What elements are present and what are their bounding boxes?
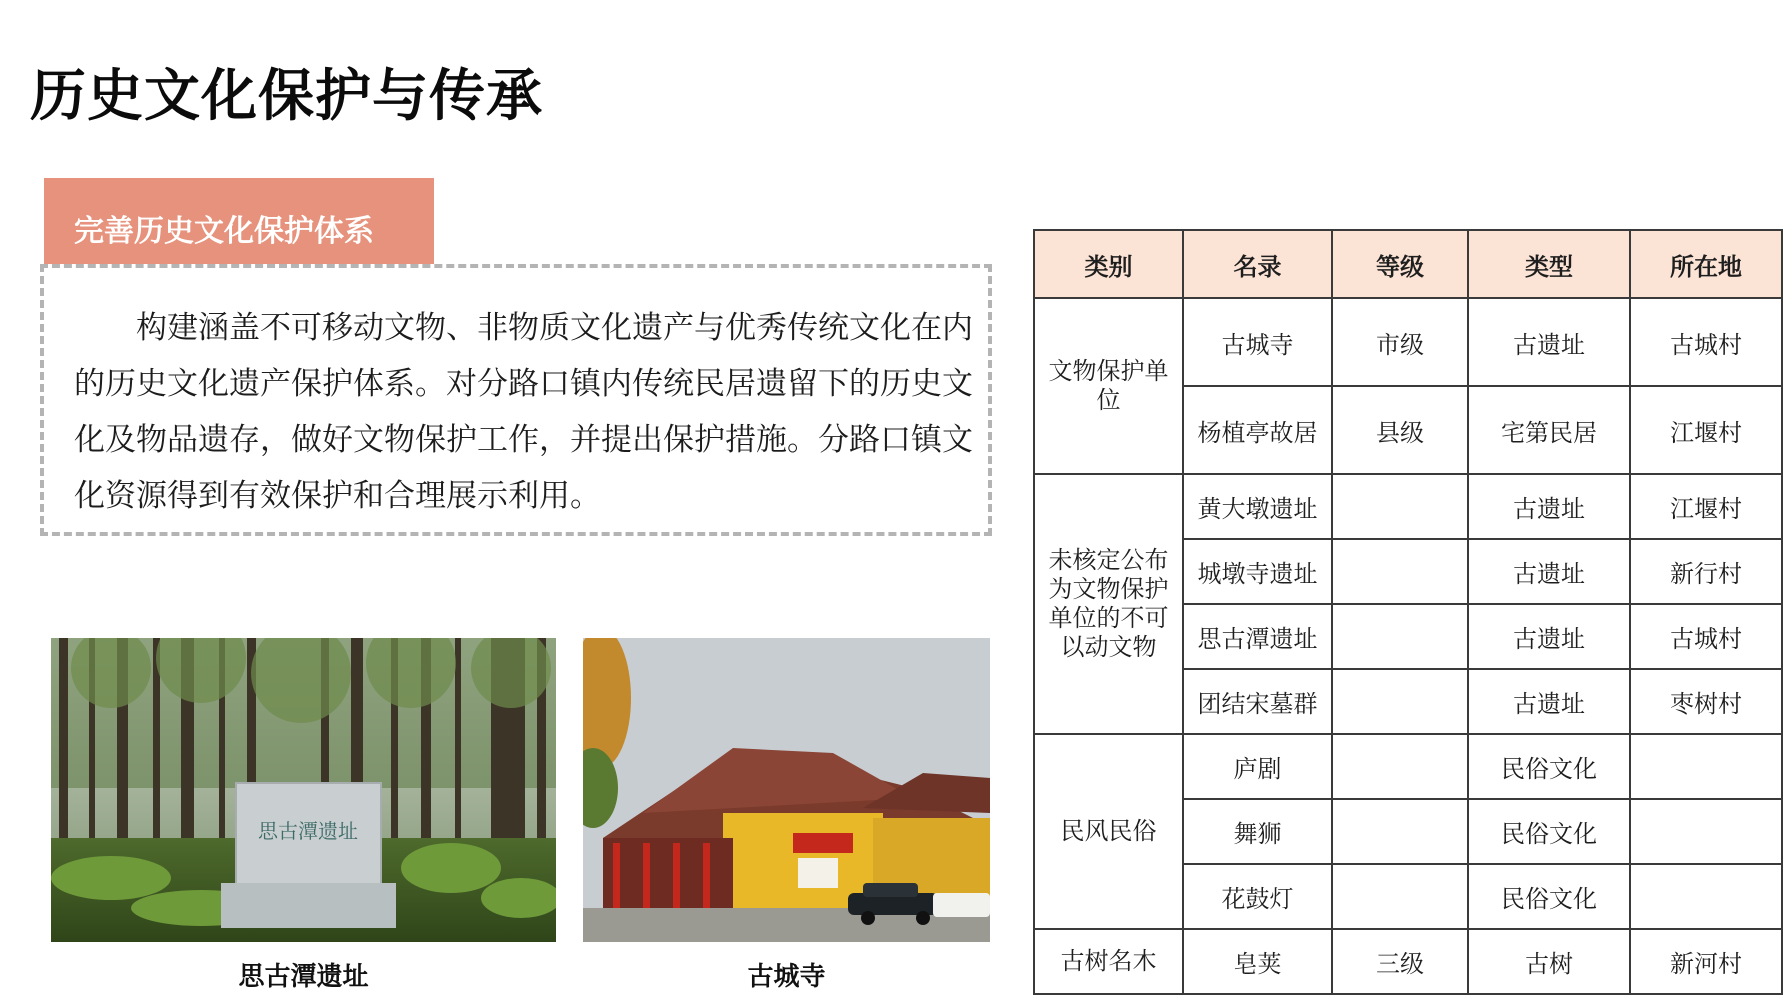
stone-inscription: 思古潭遗址 [258, 819, 358, 843]
photo-sigutan-site [51, 638, 556, 942]
forest-stone-photo [51, 638, 556, 942]
location-cell: 新行村 [1630, 539, 1782, 604]
column-header: 等级 [1332, 230, 1468, 298]
name-cell: 古城寺 [1183, 298, 1332, 386]
section-text-box [40, 264, 992, 536]
section-tab-label: 完善历史文化保护体系 [74, 214, 374, 249]
level-cell: 县级 [1332, 386, 1468, 474]
category-cell: 古树名木 [1034, 929, 1183, 994]
name-cell: 皂荚 [1183, 929, 1332, 994]
name-cell: 舞狮 [1183, 799, 1332, 864]
photo-caption-guchengsi: 古城寺 [747, 962, 826, 992]
type-cell: 古遗址 [1468, 298, 1630, 386]
column-header: 所在地 [1630, 230, 1782, 298]
location-cell: 古城村 [1630, 298, 1782, 386]
level-cell: 市级 [1332, 298, 1468, 386]
level-cell [1332, 669, 1468, 734]
level-cell [1332, 604, 1468, 669]
photo-caption-sigutan: 思古潭遗址 [238, 962, 369, 992]
column-header: 名录 [1183, 230, 1332, 298]
type-cell: 古遗址 [1468, 669, 1630, 734]
heritage-table [1033, 229, 1783, 995]
name-cell: 花鼓灯 [1183, 864, 1332, 929]
column-header: 类型 [1468, 230, 1630, 298]
type-cell: 古遗址 [1468, 604, 1630, 669]
table-row [1034, 929, 1782, 994]
category-cell: 民风民俗 [1034, 734, 1183, 929]
level-cell [1332, 539, 1468, 604]
name-cell: 黄大墩遗址 [1183, 474, 1332, 539]
location-cell: 新河村 [1630, 929, 1782, 994]
type-cell: 民俗文化 [1468, 799, 1630, 864]
type-cell: 古遗址 [1468, 539, 1630, 604]
name-cell: 庐剧 [1183, 734, 1332, 799]
memorial-stone [221, 783, 396, 928]
name-cell: 团结宋墓群 [1183, 669, 1332, 734]
category-cell: 文物保护单位 [1034, 298, 1183, 474]
location-cell [1630, 864, 1782, 929]
table-row [1034, 734, 1782, 799]
type-cell: 古遗址 [1468, 474, 1630, 539]
page-title: 历史文化保护与传承 [30, 64, 543, 129]
location-cell: 江堰村 [1630, 474, 1782, 539]
level-cell [1332, 864, 1468, 929]
location-cell [1630, 734, 1782, 799]
column-header: 类别 [1034, 230, 1183, 298]
name-cell: 城墩寺遗址 [1183, 539, 1332, 604]
type-cell: 宅第民居 [1468, 386, 1630, 474]
section-tab [44, 178, 434, 266]
section-body-text: 构建涵盖不可移动文物、非物质文化遗产与优秀传统文化在内的历史文化遗产保护体系。对分路口镇内传统民居遗留下的历史文化及物品遗存，做好文物保护工作，并提出保护措施。分路口镇文化资源得到有效保护和合理展示利用。 [74, 310, 973, 514]
level-cell [1332, 734, 1468, 799]
level-cell [1332, 799, 1468, 864]
type-cell: 民俗文化 [1468, 864, 1630, 929]
table-header-row [1034, 230, 1782, 298]
type-cell: 古树 [1468, 929, 1630, 994]
location-cell: 江堰村 [1630, 386, 1782, 474]
level-cell: 三级 [1332, 929, 1468, 994]
category-cell: 未核定公布为文物保护单位的不可以动文物 [1034, 474, 1183, 734]
photo-guchengsi-temple [583, 638, 990, 942]
temple-photo [583, 638, 990, 942]
location-cell [1630, 799, 1782, 864]
table-row [1034, 298, 1782, 386]
location-cell: 古城村 [1630, 604, 1782, 669]
table-row [1034, 474, 1782, 539]
type-cell: 民俗文化 [1468, 734, 1630, 799]
name-cell: 杨植亭故居 [1183, 386, 1332, 474]
location-cell: 枣树村 [1630, 669, 1782, 734]
level-cell [1332, 474, 1468, 539]
name-cell: 思古潭遗址 [1183, 604, 1332, 669]
